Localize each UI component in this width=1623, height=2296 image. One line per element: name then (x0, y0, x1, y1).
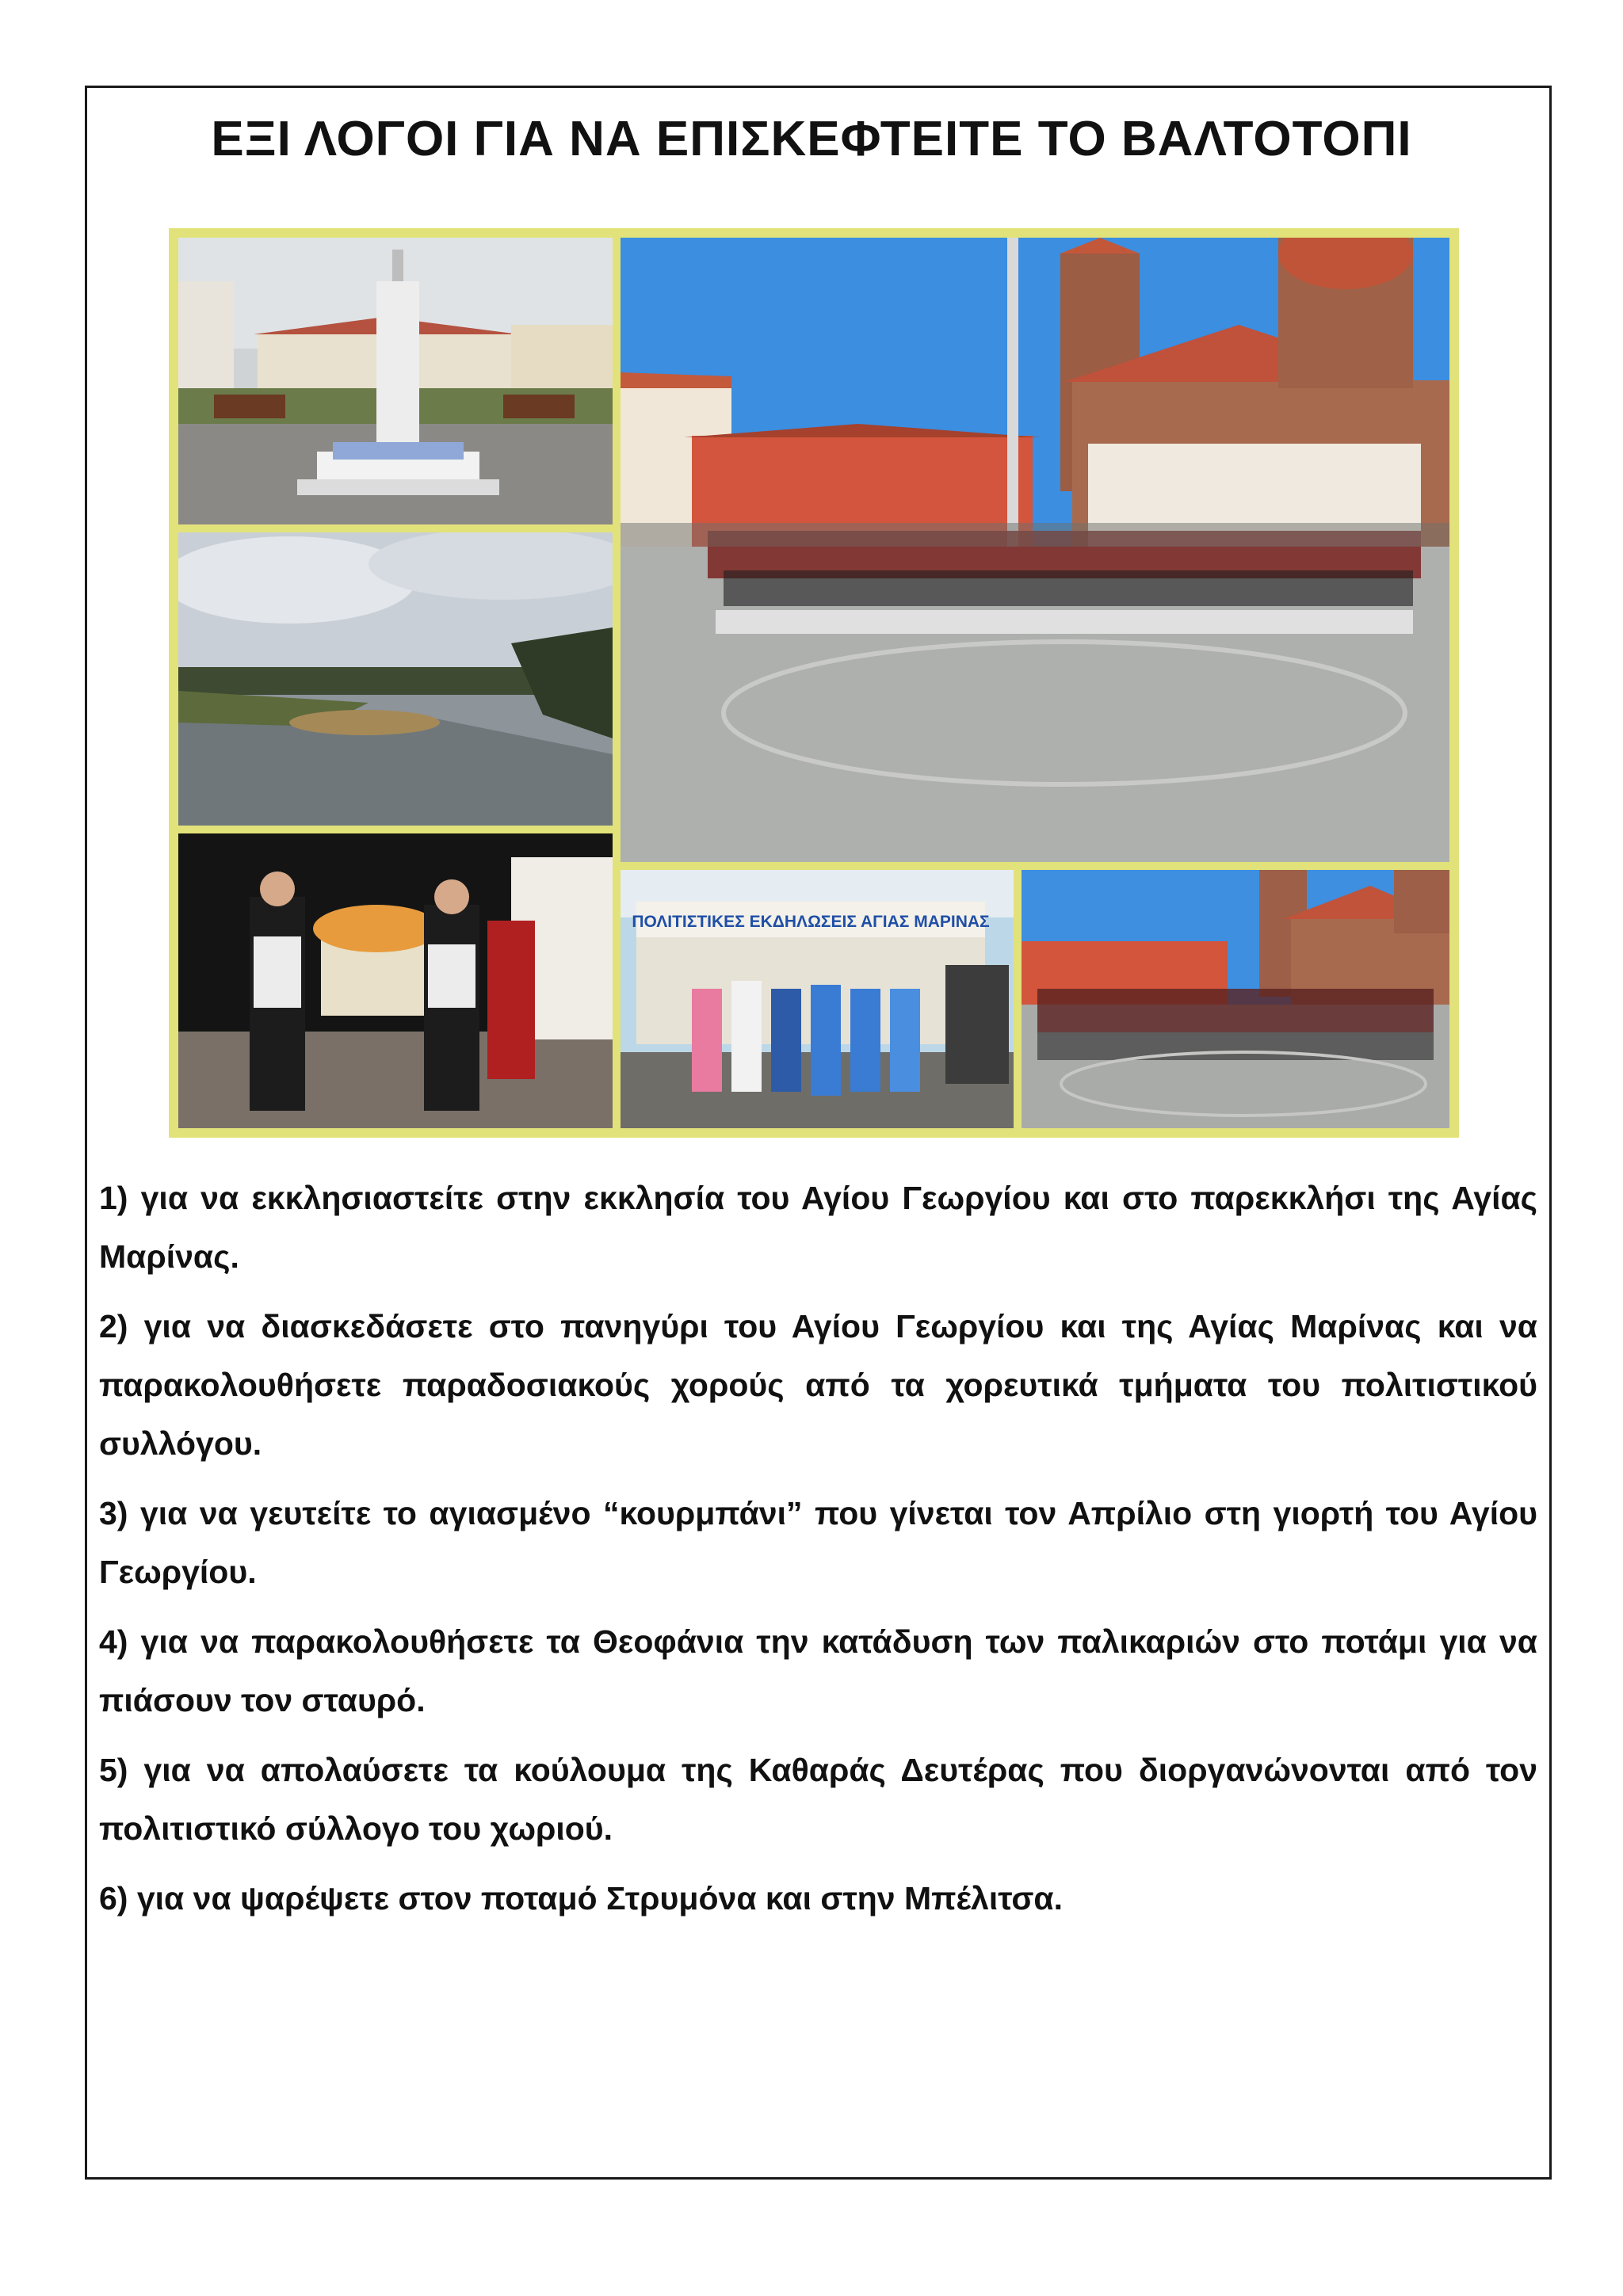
reason-1: 1) για να εκκλησιαστείτε στην εκκλησία του Αγίου Γεωργίου και στο παρεκκλήσι της Αγίας Μαρίνας. (99, 1180, 1537, 1275)
document-title: ΕΞΙ ΛΟΓΟΙ ΓΙΑ ΝΑ ΕΠΙΣΚΕΦΤΕΙΤΕ ΤΟ ΒΑΛΤΟΤΟΠΙ (211, 112, 1412, 166)
photo-dance-circle (1022, 870, 1449, 1128)
reason-6: 6) για να ψαρέψετε στον ποταμό Στρυμόνα και στην Μπέλιτσα. (99, 1880, 1064, 1917)
photo-church-dancers (621, 238, 1449, 862)
photo-stage (621, 870, 1014, 1128)
reason-5: 5) για να απολαύσετε τα κούλουμα της Καθαράς Δευτέρας που διοργανώνονται από τον πολιτιστικό σύλλογο του χωριού. (99, 1752, 1537, 1847)
photo-procession (178, 833, 613, 1128)
photo-river (178, 532, 613, 826)
photo-monument (178, 238, 613, 524)
stage-banner-text: ΠΟΛΙΤΙΣΤΙΚΕΣ ΕΚΔΗΛΩΣΕΙΣ ΑΓΙΑΣ ΜΑΡΙΝΑΣ (632, 913, 990, 931)
reason-4: 4) για να παρακολουθήσετε τα Θεοφάνια την κατάδυση των παλικαριών στο ποτάμι για να πιάσουν τον σταυρό. (99, 1623, 1537, 1718)
reason-2: 2) για να διασκεδάσετε στο πανηγύρι του Αγίου Γεωργίου και της Αγίας Μαρίνας και να παρακολουθήσετε παραδοσιακούς χορούς από τα χορευτικά τμήματα του πολιτιστικού συλλόγου. (99, 1308, 1537, 1462)
reasons-list (99, 1169, 1537, 1939)
reason-3: 3) για να γευτείτε το αγιασμένο “κουρμπάνι” που γίνεται τον Απρίλιο στη γιορτή του Αγίου Γεωργίου. (99, 1495, 1537, 1590)
photo-collage (169, 228, 1459, 1138)
